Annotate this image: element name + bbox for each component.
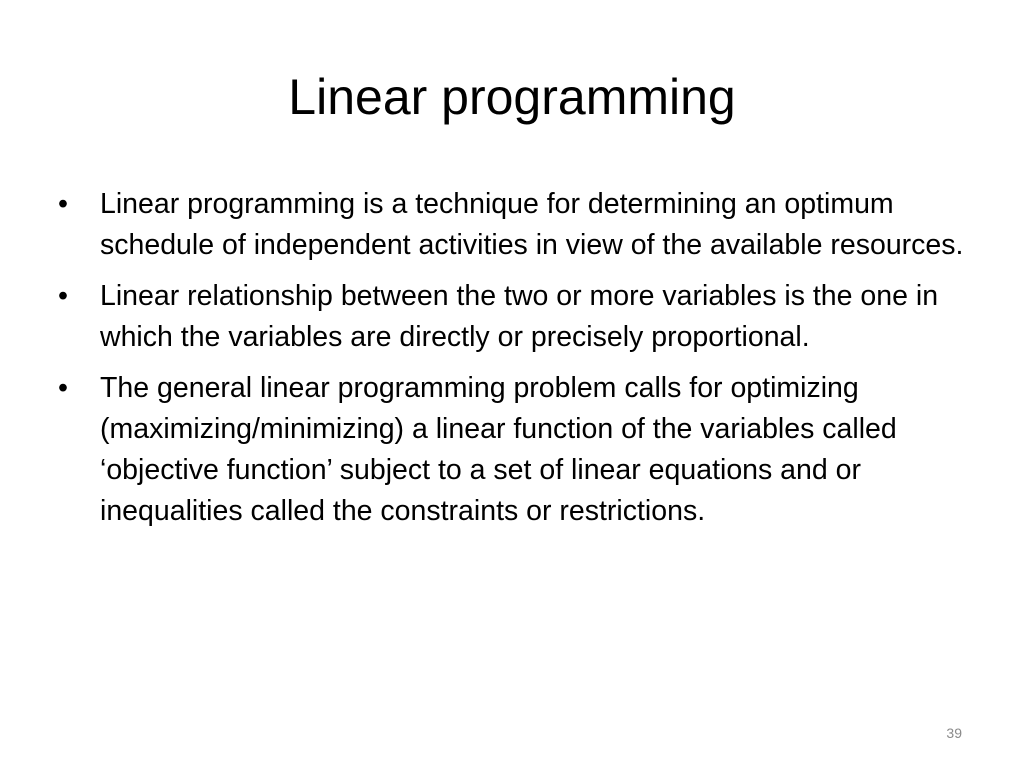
bullet-text: The general linear programming problem calls for optimizing (maximizing/minimizing) a linear function of the variables called ‘objective function’ subject to a set of linear equations and or inequalities called the constraints or restrictions.	[100, 372, 897, 527]
bullet-item	[58, 368, 978, 532]
bullet-text: Linear relationship between the two or more variables is the one in which the variables are directly or precisely proportional.	[100, 280, 939, 353]
bullet-marker: •	[58, 188, 68, 220]
slide-number: 39	[946, 725, 962, 741]
bullet-item	[58, 184, 978, 266]
bullet-item	[58, 276, 978, 358]
bullet-text: Linear programming is a technique for determining an optimum schedule of independent activities in view of the available resources.	[100, 188, 964, 261]
bullet-marker: •	[58, 280, 68, 312]
slide-title: Linear programming	[288, 69, 736, 125]
bullet-list	[58, 184, 978, 542]
bullet-marker: •	[58, 372, 68, 404]
